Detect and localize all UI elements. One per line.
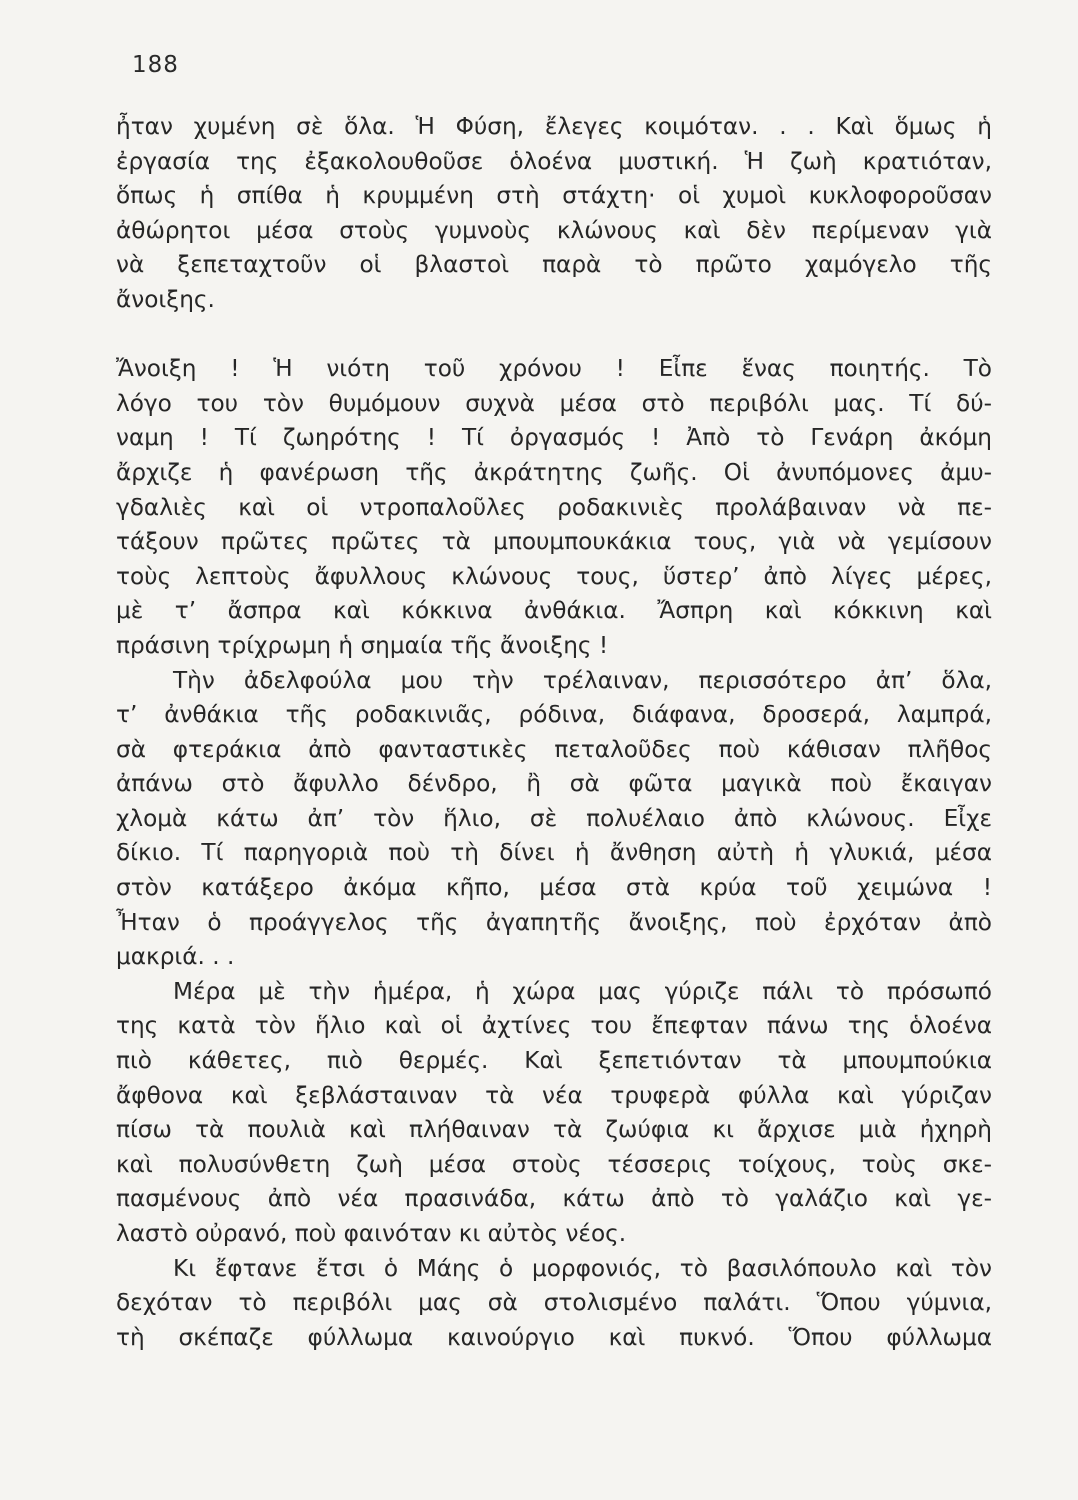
text-line: πιὸ κάθετες, πιὸ θερμές. Καὶ ξεπετιόνταν τὰ μπουμπούκια — [116, 1047, 992, 1075]
text-line: λαστὸ οὐρανό, ποὺ φαινόταν κι αὐτὸς νέος. — [116, 1220, 627, 1247]
text-line: ἦταν χυμένη σὲ ὅλα. Ἡ Φύση, ἔλεγες κοιμόταν. . . Καὶ ὅμως ἡ — [116, 113, 992, 140]
text-line: πράσινη τρίχρωμη ἡ σημαία τῆς ἄνοιξης ! — [116, 631, 609, 659]
text-line: ἐργασία της ἐξακολουθοῦσε ὁλοένα μυστική. Ἡ ζωὴ κρατιόταν, — [116, 147, 992, 175]
text-line: Μέρα μὲ τὴν ἡμέρα, ἡ χώρα μας γύριζε πάλι τὸ πρόσωπό — [173, 977, 992, 1005]
text-line: νὰ ξεπεταχτοῦν οἱ βλαστοὶ παρὰ τὸ πρῶτο χαμόγελο τῆς — [116, 251, 992, 279]
text-line: ὅπως ἡ σπίθα ἡ κρυμμένη στὴ στάχτη· οἱ χυμοὶ κυκλοφοροῦσαν — [116, 182, 992, 210]
text-line: μακριά. . . — [116, 943, 235, 971]
text-line: πασμένους ἀπὸ νέα πρασινάδα, κάτω ἀπὸ τὸ γαλάζιο καὶ γε- — [116, 1185, 992, 1213]
body-text — [116, 110, 992, 1355]
paragraph-gap — [116, 318, 992, 353]
text-line: ἀπάνω στὸ ἄφυλλο δένδρο, ἢ σὰ φῶτα μαγικὰ ποὺ ἔκαιγαν — [116, 770, 992, 798]
text-line: χλομὰ κάτω ἀπ’ τὸν ἥλιο, σὲ πολυέλαιο ἀπὸ κλώνους. Εἶχε — [116, 804, 992, 832]
text-line: ἄφθονα καὶ ξεβλάσταιναν τὰ νέα τρυφερὰ φύλλα καὶ γύριζαν — [116, 1081, 992, 1109]
text-line: τάξουν πρῶτες πρῶτες τὰ μπουμπουκάκια τους, γιὰ νὰ γεμίσουν — [116, 528, 992, 556]
text-line: γδαλιὲς καὶ οἱ ντροπαλοῦλες ροδακινιὲς προλάβαιναν νὰ πε- — [116, 493, 992, 521]
paragraph-3 — [116, 664, 992, 975]
text-line: σὰ φτεράκια ἀπὸ φανταστικὲς πεταλοῦδες ποὺ κάθισαν πλῆθος — [116, 735, 992, 763]
paragraph-2 — [116, 352, 992, 663]
text-line: δίκιο. Τί παρηγοριὰ ποὺ τὴ δίνει ἡ ἄνθηση αὐτὴ ἡ γλυκιά, μέσα — [116, 839, 992, 867]
text-line: τοὺς λεπτοὺς ἄφυλλους κλώνους τους, ὕστερ’ ἀπὸ λίγες μέρες, — [116, 562, 992, 590]
text-line: Ἦταν ὁ προάγγελος τῆς ἀγαπητῆς ἄνοιξης, ποὺ ἐρχόταν ἀπὸ — [116, 908, 992, 936]
text-line: μὲ τ’ ἄσπρα καὶ κόκκινα ἀνθάκια. Ἄσπρη καὶ κόκκινη καὶ — [116, 597, 992, 625]
text-line: ἄνοιξης. — [116, 285, 215, 313]
text-line: ἀθώρητοι μέσα στοὺς γυμνοὺς κλώνους καὶ δὲν περίμεναν γιὰ — [116, 216, 992, 244]
paragraph-5 — [116, 1252, 992, 1356]
text-line: Κι ἔφτανε ἔτσι ὁ Μάης ὁ μορφονιός, τὸ βασιλόπουλο καὶ τὸν — [173, 1254, 992, 1282]
text-line: στὸν κατάξερο ἀκόμα κῆπο, μέσα στὰ κρύα τοῦ χειμώνα ! — [116, 874, 992, 902]
text-line: τὴ σκέπαζε φύλλωμα καινούργιο καὶ πυκνό. Ὅπου φύλλωμα — [116, 1323, 992, 1351]
page-number: 188 — [132, 52, 179, 78]
text-line: λόγο του τὸν θυμόμουν συχνὰ μέσα στὸ περιβόλι μας. Τί δύ- — [116, 389, 992, 417]
text-line: δεχόταν τὸ περιβόλι μας σὰ στολισμένο παλάτι. Ὅπου γύμνια, — [116, 1289, 992, 1317]
text-line: ναμη ! Τί ζωηρότης ! Τί ὀργασμός ! Ἀπὸ τὸ Γενάρη ἀκόμη — [116, 424, 992, 452]
text-line: τ’ ἀνθάκια τῆς ροδακινιᾶς, ρόδινα, διάφανα, δροσερά, λαμπρά, — [116, 701, 992, 729]
text-line: καὶ πολυσύνθετη ζωὴ μέσα στοὺς τέσσερις τοίχους, τοὺς σκε- — [116, 1150, 992, 1178]
text-line: Τὴν ἀδελφούλα μου τὴν τρέλαιναν, περισσότερο ἀπ’ ὅλα, — [173, 666, 992, 694]
text-line: πίσω τὰ πουλιὰ καὶ πλήθαιναν τὰ ζωύφια κι ἄρχισε μιὰ ἠχηρὴ — [116, 1116, 992, 1144]
paragraph-1 — [116, 110, 992, 318]
text-line: της κατὰ τὸν ἥλιο καὶ οἱ ἀχτίνες του ἔπεφταν πάνω της ὁλοένα — [116, 1012, 992, 1040]
text-line: ἄρχιζε ἡ φανέρωση τῆς ἀκράτητης ζωῆς. Οἱ ἀνυπόμονες ἀμυ- — [116, 458, 992, 486]
text-line: Ἄνοιξη ! Ἡ νιότη τοῦ χρόνου ! Εἶπε ἕνας ποιητής. Τὸ — [116, 355, 992, 383]
paragraph-4 — [116, 975, 992, 1252]
